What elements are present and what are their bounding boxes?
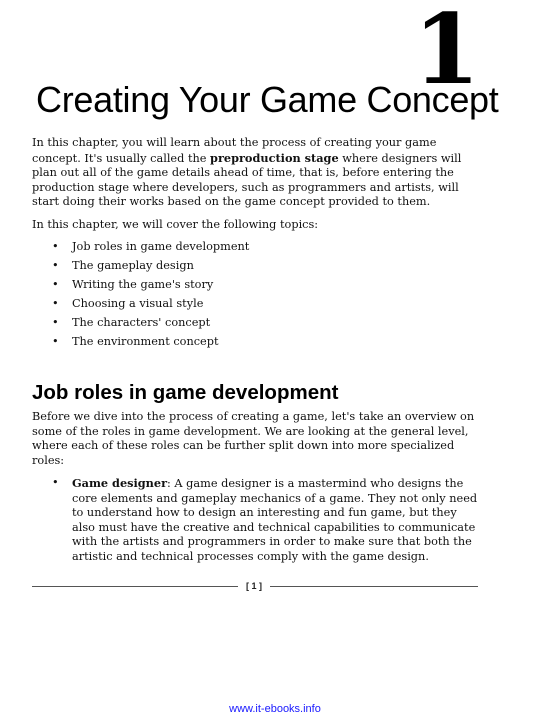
intro-section — [32, 136, 478, 355]
chapter-title: Creating Your Game Concept — [36, 79, 499, 120]
bullet-icon: • — [52, 476, 59, 489]
topics-lead-in: In this chapter, we will cover the following topics: — [32, 217, 319, 231]
list-item — [32, 259, 478, 274]
bullet-icon: • — [52, 335, 59, 349]
list-item-label: Choosing a visual style — [72, 297, 204, 311]
list-item — [32, 240, 478, 255]
bullet-icon: • — [52, 316, 59, 330]
list-item — [32, 297, 478, 312]
intro-text-end: where designers will plan out all of the game details ahead of time, that is, before entering the production stage where developers, such as programmers and artists, will start doing their works based on the game concept provided to them. — [32, 151, 462, 208]
list-item — [32, 316, 478, 331]
bullet-icon: • — [52, 259, 59, 273]
list-item-label: Writing the game's story — [72, 278, 214, 292]
role-description: : A game designer is a mastermind who designs the core elements and gameplay mechanics of a game. They not only need to understand how to design an interesting and fun game, but they also must have the creative and technical capabilities to communicate with the artists and programmers in order to make sure that both the artistic and technical processes comply with the game design. — [72, 477, 478, 563]
chapter-number: 1 — [413, 0, 480, 106]
list-item — [32, 476, 478, 564]
list-item-label: The environment concept — [72, 335, 219, 349]
roles-list — [32, 476, 478, 564]
footer-divider-left — [32, 586, 238, 587]
topics-list — [32, 240, 478, 350]
list-item-label: Job roles in game development — [72, 240, 250, 253]
section-intro-paragraph: Before we dive into the process of creating a game, let's take an overview on some of the roles in game development. We are looking at the general level, where each of these roles can be further split down into more specialized roles: — [32, 410, 475, 467]
watermark-link[interactable]: www.it-ebooks.info — [229, 703, 321, 715]
footer-divider-right — [270, 586, 478, 587]
bullet-icon: • — [52, 240, 59, 253]
list-item-label: The characters' concept — [72, 316, 211, 330]
page-number: [ 1 ] — [245, 581, 262, 591]
section-heading: Job roles in game development — [32, 381, 339, 404]
job-roles-section — [32, 410, 478, 564]
list-item — [32, 278, 478, 293]
list-item — [32, 335, 478, 350]
list-item-label: The gameplay design — [72, 259, 194, 273]
bullet-icon: • — [52, 278, 59, 292]
bullet-icon: • — [52, 297, 59, 311]
preproduction-stage-term: preproduction stage — [210, 150, 339, 165]
role-term: Game designer — [72, 476, 168, 490]
intro-text-start: In this chapter, you will learn about the process of creating your game concept. It's usually called the — [32, 136, 437, 165]
intro-paragraph — [32, 136, 478, 210]
